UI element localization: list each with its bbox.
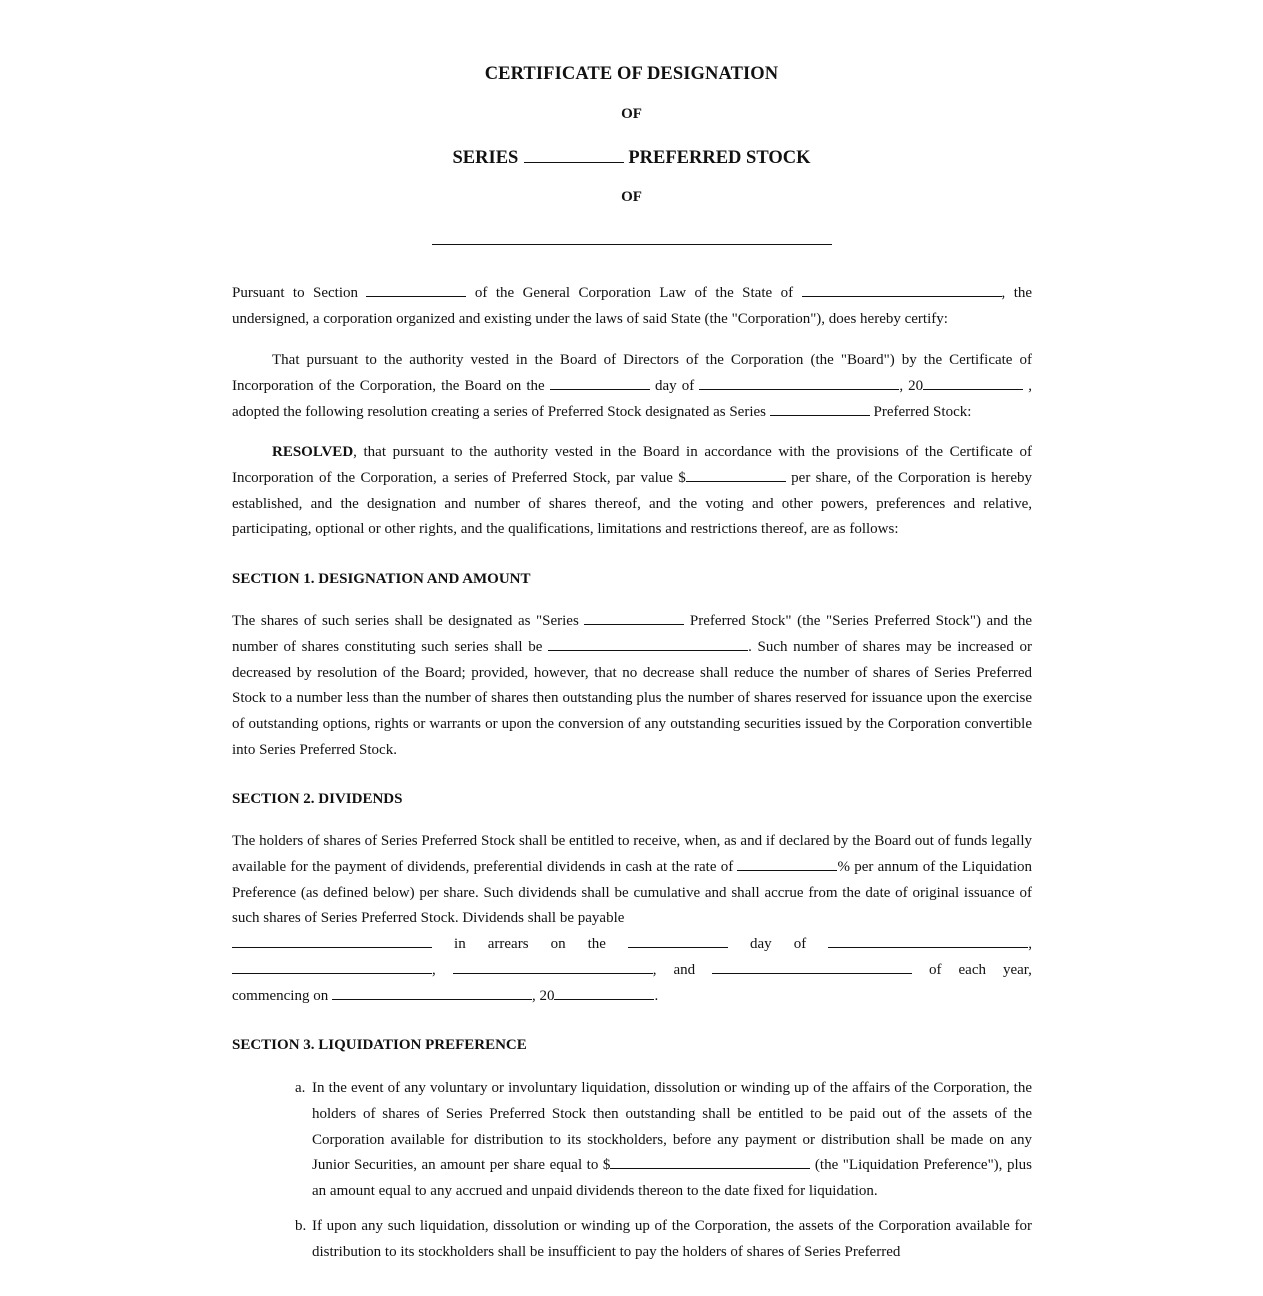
commencing-year-prefix: , 20	[531, 987, 555, 1004]
payable-month-group-2	[232, 958, 436, 984]
section1-heading: SECTION 1. DESIGNATION AND AMOUNT	[232, 571, 531, 587]
dividend-rate-blank[interactable]	[737, 857, 837, 871]
commencing-year-blank[interactable]	[554, 986, 654, 1000]
title-of-1: OF	[621, 106, 642, 122]
word-on: on	[550, 936, 566, 953]
dividend-schedule-row-2	[232, 958, 1032, 984]
resolved-label: RESOLVED	[272, 444, 354, 460]
comma-2: ,	[432, 961, 436, 978]
board-day-blank[interactable]	[550, 376, 650, 390]
item-b-text-1: If upon any such liquidation, dissolution or winding up of the Corporation, the assets of the Corporation available for distribution to its stockholders shall be insufficient to pay the holders of shares of Series Preferred	[312, 1217, 1032, 1260]
list-marker-a: a.	[295, 1080, 306, 1096]
section2-main-text	[232, 829, 1032, 932]
corporation-name-blank[interactable]	[432, 244, 832, 245]
payable-month-blank-4[interactable]	[712, 960, 912, 974]
section1-text-a: The shares of such series shall be designated as "Series	[232, 613, 579, 629]
resolved-text-b: per share, of the Corporation is hereby established, and the designation and number of shares thereof, and the voting and other powers, preferences and relative, participating, optional or other rights, and the qualifications, limitations and restrictions thereof, are as follows:	[232, 469, 1032, 538]
word-each: each	[958, 961, 986, 978]
word-day: day	[749, 936, 772, 953]
word-in: in	[454, 936, 466, 953]
section3-heading: SECTION 3. LIQUIDATION PREFERENCE	[232, 1037, 527, 1053]
board-text-c: , 20	[899, 377, 924, 394]
section1-series-blank[interactable]	[584, 611, 684, 625]
word-year: year,	[1002, 961, 1032, 978]
commencing-text: commencing on	[232, 987, 329, 1004]
item-a-text-1: In the event of any voluntary or involuntary liquidation, dissolution or winding up of the affairs of the Corporation, the holders of shares of Series Preferred Stock then outstanding shall be entitled to be paid out of the assets of the Corporation available for distribution to its stockholders, before any payment or distribution shall be made on any Junior Securities, an amount per share equal to $	[312, 1080, 1032, 1174]
section2-heading: SECTION 2. DIVIDENDS	[232, 791, 403, 807]
payable-blank[interactable]	[232, 934, 432, 948]
word-the: the	[587, 936, 606, 953]
section2-text-a: The holders of shares of Series Preferred Stock shall be entitled to receive, when, as and if declared by the Board out of funds legally available for the payment of dividends, preferential dividends in cash at the rate of	[232, 833, 1032, 875]
board-series-blank[interactable]	[770, 402, 870, 416]
word-arrears: arrears	[487, 936, 529, 953]
payable-month-group-3	[453, 958, 657, 984]
board-text-d: , adopted the following resolution creating a series of Preferred Stock designated as Series	[232, 377, 1033, 420]
intro-paragraph	[232, 281, 1032, 333]
section1-paragraph	[232, 609, 1032, 764]
shares-number-blank[interactable]	[548, 637, 748, 651]
word-of: of	[793, 936, 807, 953]
title-of-2: OF	[621, 189, 642, 205]
item-a-text-2: (the "Liquidation Preference"), plus an amount equal to any accrued and unpaid dividends thereon to the date fixed for liquidation.	[312, 1157, 1032, 1200]
section1-text-b: Preferred Stock" (the "Series Preferred Stock") and the number of shares constituting such series shall be	[232, 613, 1033, 655]
payable-month-blank-2[interactable]	[232, 960, 432, 974]
list-item-a	[295, 1076, 1032, 1205]
state-blank[interactable]	[802, 283, 1002, 297]
board-text-e: Preferred Stock:	[873, 403, 972, 420]
commencing-date-blank[interactable]	[332, 986, 532, 1000]
payable-month-blank-1[interactable]	[828, 934, 1028, 948]
board-year-blank[interactable]	[923, 376, 1023, 390]
comma-3: ,	[652, 961, 657, 978]
section-number-blank[interactable]	[366, 283, 466, 297]
dividend-schedule-row-1	[232, 932, 1032, 958]
liquidation-list	[295, 1076, 1032, 1266]
series-title	[0, 148, 1263, 169]
par-value-blank[interactable]	[686, 468, 786, 482]
list-item-b	[295, 1214, 1032, 1266]
intro-text-a: Pursuant to Section	[232, 285, 359, 301]
preferred-stock-label: PREFERRED STOCK	[628, 148, 811, 168]
payable-month-blank-3[interactable]	[453, 960, 653, 974]
intro-text-c: , the undersigned, a corporation organized and existing under the laws of said State (the "Corporation"), does hereby certify:	[232, 285, 1033, 327]
resolved-paragraph	[232, 440, 1032, 543]
commencing-line	[232, 984, 1032, 1010]
section2-text-b: % per annum of the Liquidation Preference (as defined below) per share. Such dividends shall be cumulative and shall accrue from the date of original issuance of such shares of Series Preferred Stock. Dividends shall be payable	[232, 858, 1032, 927]
board-paragraph	[232, 348, 1032, 425]
payable-month-group	[828, 932, 1032, 958]
section1-text-c: . Such number of shares may be increased or decreased by resolution of the Board; provided, however, that no decrease shall reduce the number of shares of Series Preferred Stock to a number less than the number of shares then outstanding plus the number of shares reserved for issuance upon the exercise of outstanding options, rights or warrants or upon the conversion of any outstanding securities issued by the Corporation convertible into Series Preferred Stock.	[232, 638, 1032, 758]
liquidation-amount-blank[interactable]	[610, 1155, 810, 1169]
payable-day-blank[interactable]	[628, 934, 728, 948]
board-month-blank[interactable]	[699, 376, 899, 390]
board-text-b: day of	[654, 377, 695, 394]
intro-text-b: of the General Corporation Law of the State of	[474, 285, 794, 301]
commencing-period: .	[654, 987, 659, 1004]
word-of-2: of	[929, 961, 942, 978]
resolved-text-a: , that pursuant to the authority vested in the Board in accordance with the provisions of the Certificate of Incorporation of the Corporation, a series of Preferred Stock, par value $	[232, 444, 1032, 486]
series-blank[interactable]	[524, 148, 624, 163]
list-marker-b: b.	[295, 1217, 307, 1234]
series-label: SERIES	[452, 148, 519, 168]
document-title: CERTIFICATE OF DESIGNATION	[484, 64, 779, 84]
comma-1: ,	[1028, 936, 1032, 953]
section2-paragraph	[232, 829, 1032, 1010]
word-and: and	[673, 961, 696, 978]
board-text-a: That pursuant to the authority vested in the Board of Directors of the Corporation (the "Board") by the Certificate of Incorporation of the Corporation, the Board on the	[232, 352, 1032, 394]
